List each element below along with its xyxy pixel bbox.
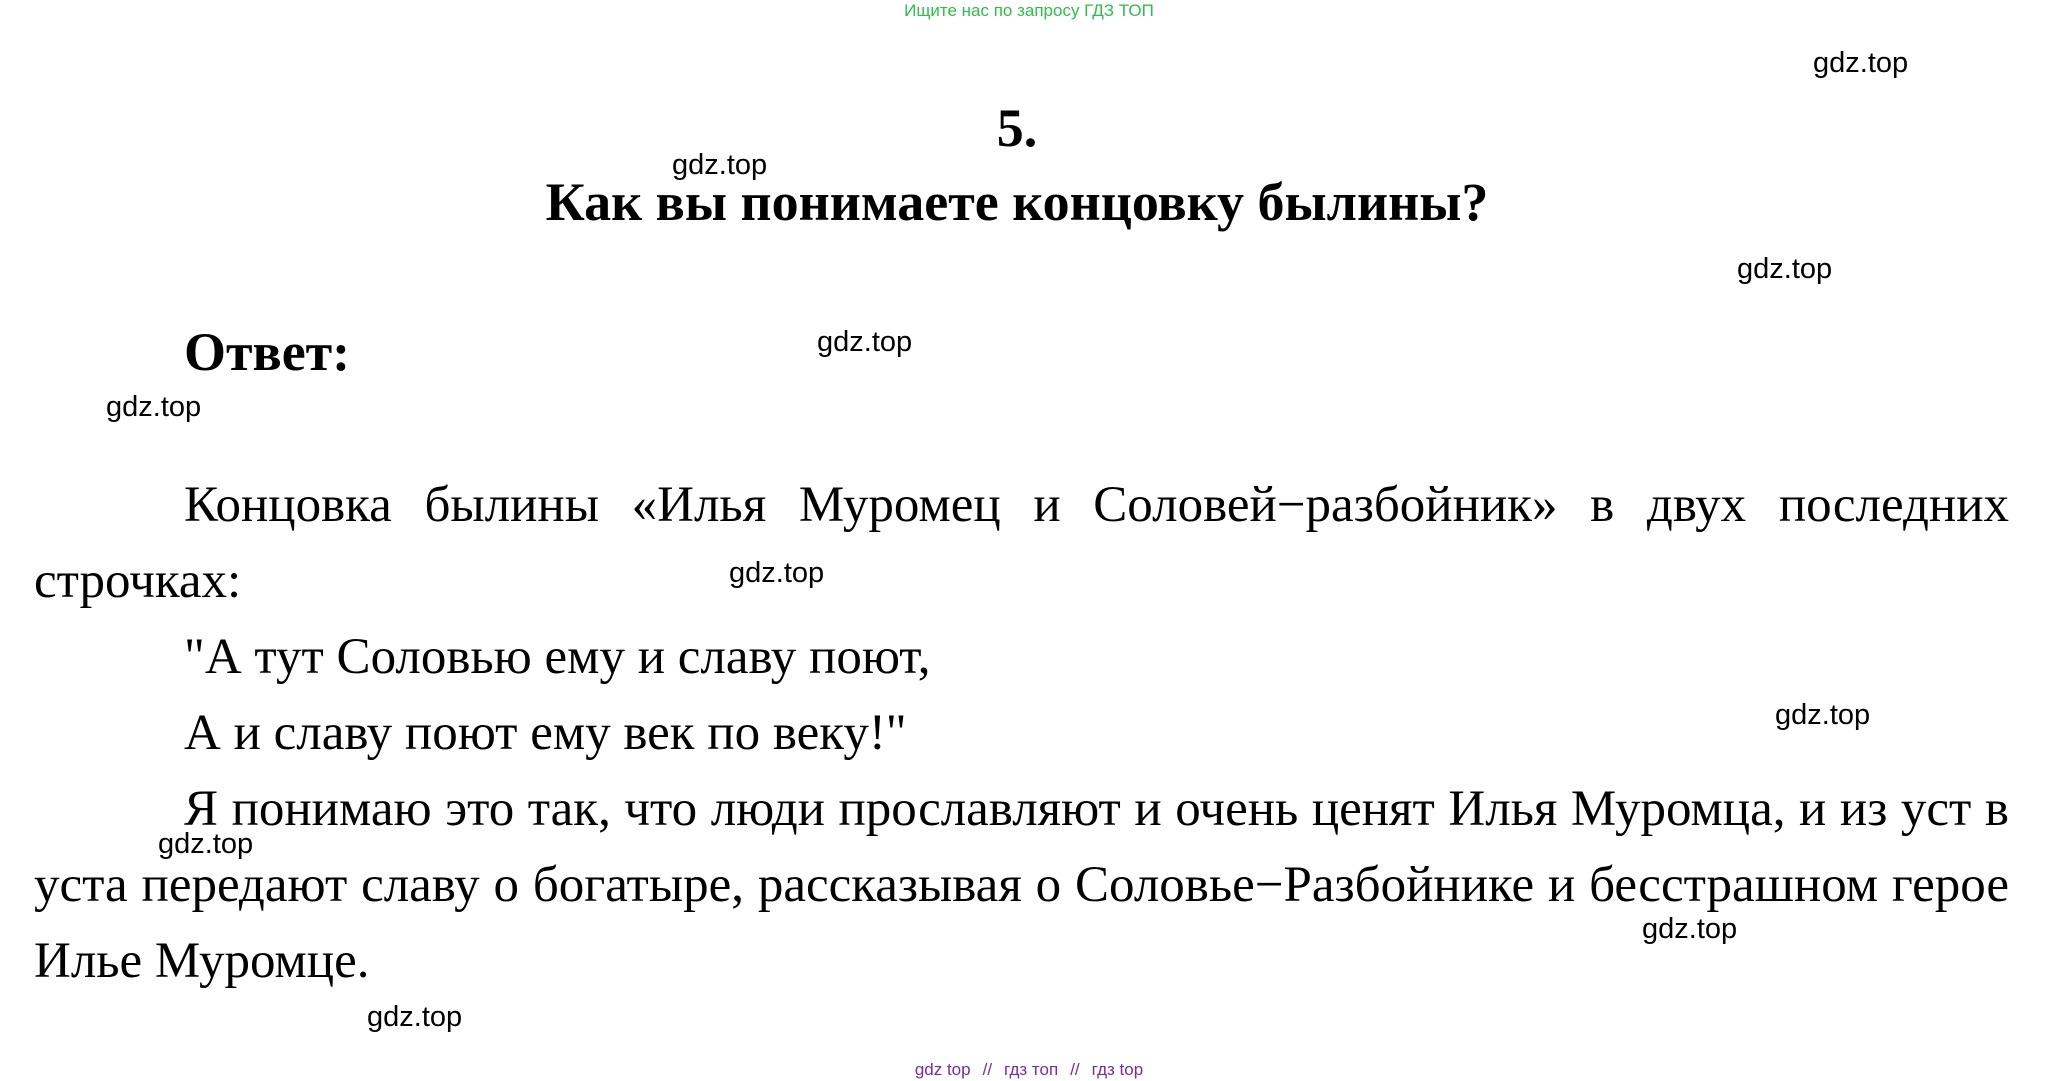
footer-item: gdz top	[914, 1060, 971, 1079]
answer-paragraph-intro: Концовка былины «Илья Муромец и Соловей−разбойник» в двух последних строчках:	[34, 477, 2009, 609]
watermark: gdz.top	[672, 149, 768, 181]
watermark: gdz.top	[158, 828, 254, 860]
watermark: gdz.top	[367, 1001, 463, 1033]
watermark: gdz.top	[1642, 913, 1738, 945]
task-number: 5.	[996, 98, 1038, 158]
footer-item: гдз top	[1091, 1060, 1144, 1079]
answer-heading: Ответ:	[184, 322, 351, 382]
watermark: gdz.top	[106, 391, 202, 423]
answer-quote-line-2: А и славу поют ему век по веку!"	[184, 705, 907, 761]
watermark: gdz.top	[1737, 253, 1833, 285]
watermark: gdz.top	[1775, 699, 1871, 731]
footer-separator: //	[1070, 1060, 1080, 1079]
footer	[0, 1059, 2058, 1081]
footer-item: гдз топ	[1004, 1060, 1059, 1079]
top-banner: Ищите нас по запросу ГДЗ ТОП	[904, 1, 1154, 20]
watermark: gdz.top	[729, 557, 825, 589]
answer-quote-line-1: "А тут Соловью ему и славу поют,	[184, 629, 931, 685]
watermark: gdz.top	[1813, 47, 1909, 79]
footer-separator: //	[982, 1060, 993, 1079]
answer-paragraph-explanation: Я понимаю это так, что люди прославляют и очень ценят Илья Муромца, и из уст в уста передают славу о богатыре, рассказывая о Соловье−Разбойнике и бесстрашном герое Илье Муромце.	[34, 781, 2009, 989]
task-question: Как вы понимаете концовку былины?	[545, 172, 1489, 232]
watermark: gdz.top	[817, 326, 913, 358]
